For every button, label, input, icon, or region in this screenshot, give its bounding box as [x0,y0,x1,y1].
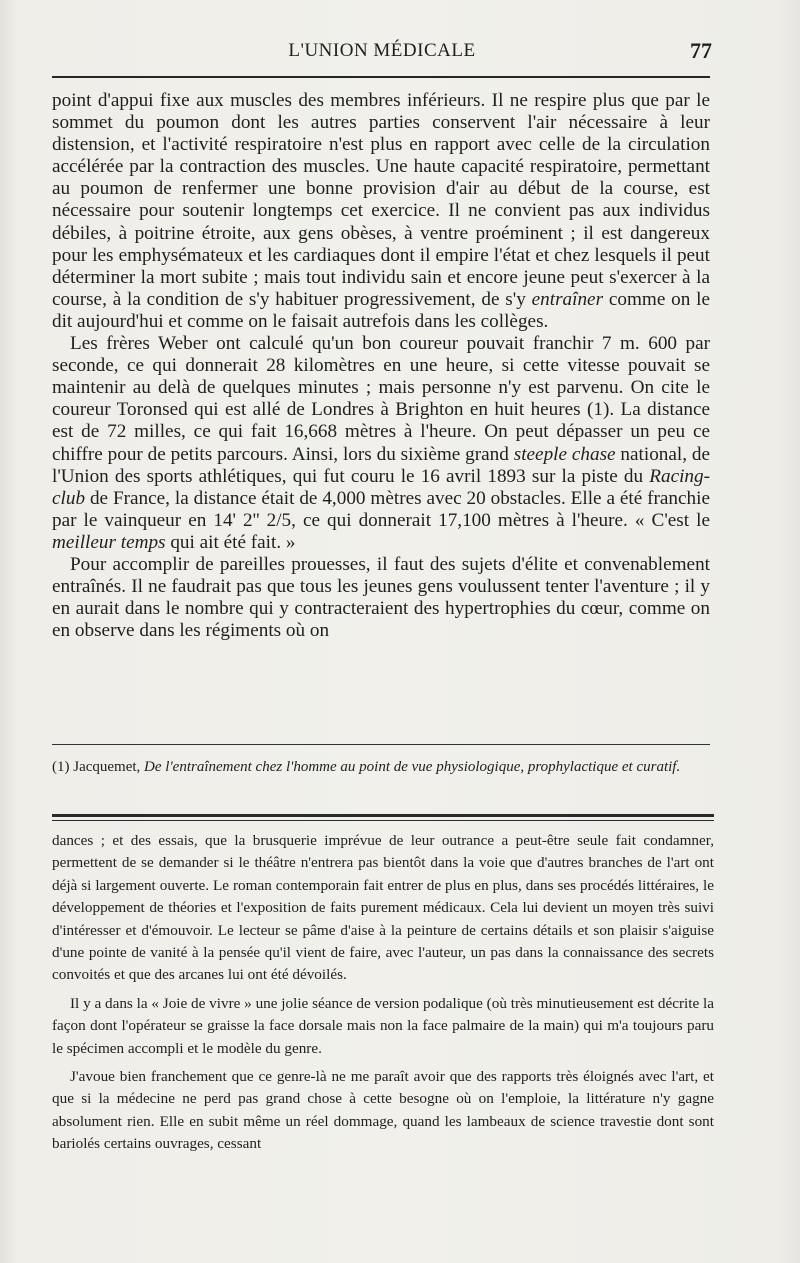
feuilleton-paragraph-2: Il y a dans la « Joie de vivre » une jolie séance de version podalique (où très minutieusement est décrite la façon dont l'opérateur se graisse la face dorsale mais non la face palmaire de la main) qui m'a toujours paru le spécimen accompli et le modèle du genre. [52,994,714,1057]
text-run: qui ait été fait. » [170,531,296,553]
article-paragraph-2 [52,333,710,554]
running-title: L'UNION MÉDICALE [288,40,476,61]
divider-thick-rule [52,814,714,817]
section-divider [52,814,714,824]
text-run: de France, la distance était de 4,000 mètres avec 20 obstacles. Elle a été franchie par le vainqueur en 14' 2'' 2/5, ce qui donnerait 17,100 mètres à l'heure. « C'est le [52,487,710,531]
text-run: comme on le dit aujourd'hui et comme on le faisait autrefois dans les collèges. [52,288,711,332]
text-run: Les frères Weber ont calculé qu'un bon coureur pouvait franchir 7 m. 600 par seconde, ce qui donnerait 28 kilomètres en une heure, si cette vitesse pouvait se maintenir au delà de quelques minutes ; mais personne n'y est parvenu. On cite le coureur Toronsed qui est allé de Londres à Brighton en huit heures (1). La distance est de 72 milles, ce qui fait 16,668 mètres à l'heure. On peut dépasser un peu ce chiffre pour de petits parcours. Ainsi, lors du sixième grand [52,333,710,465]
article-paragraph-1 [52,90,710,333]
feuilleton-column [52,830,714,1162]
article-paragraph-3: Pour accomplir de pareilles prouesses, il faut des sujets d'élite et convenablement entraînés. Il ne faudrait pas que tous les jeunes gens voulussent tenter l'aventure ; il y en aurait dans le nombre qui y contracteraient des hypertrophies du cœur, comme on en observe dans les régiments où on [52,553,710,642]
footnote-rule [52,744,710,745]
divider-thin-rule [52,820,714,821]
header-rule [52,76,710,78]
italic-term: meilleur temps [52,531,166,553]
text-run: point d'appui fixe aux muscles des membres inférieurs. Il ne respire plus que par le sommet du poumon dont les autres parties conservent l'air nécessaire à leur distension, et l'activité respiratoire n'est plus en rapport avec celle de la circulation accélérée par la contraction des muscles. Une haute capacité respiratoire, permettant au poumon de renfermer une bonne provision d'air au début de la course, est nécessaire pour soutenir longtemps cet exercice. Il ne convient pas aux individus débiles, à poitrine étroite, aux gens obèses, à ventre proéminent ; il est dangereux pour les emphysémateux et les cardiaques dont il empire l'état et chez lesquels il peut déterminer la mort subite ; mais tout individu sain et encore jeune peut s'exercer à la course, à la condition de s'y habituer progressivement, de s'y [52,90,710,310]
text-run: national, de l'Union des sports athlétiques, qui fut couru le 16 avril 1893 sur la piste du [52,443,710,487]
italic-term: steeple chase [513,443,616,465]
page-header [52,38,712,68]
italic-term: Racing-club [52,465,710,509]
article-body [52,90,710,642]
feuilleton-paragraph-3: J'avoue bien franchement que ce genre-là ne me paraît avoir que des rapports très éloignés avec l'art, et que si la médecine ne perd pas grand chose à cette besogne où on l'emploie, la littérature n'y gagne absolument rien. Elle en subit même un réel dommage, quand les lambeaux de science travestie dont sont bariolés certains ouvrages, cessant [52,1068,714,1153]
footnote [52,756,710,778]
italic-term: entraîner [531,288,604,310]
footnote-lead: (1) Jacquemet, [52,759,141,775]
feuilleton-paragraph-1: dances ; et des essais, que la brusquerie imprévue de leur outrance a peut-être seule fait condamner, permettent de se demander si le théâtre n'entrera pas bientôt dans la voie que d'autres branches de l'art ont déjà si largement ouverte. Le roman contemporain fait entrer de plus en plus, dans ses procédés littéraires, le développement de théories et l'exposition de faits purement médicaux. Cela lui devient un moyen très suivi d'intéresser et d'émouvoir. Le lecteur se pâme d'aise à la peinture de certains détails et son plaisir s'aiguise d'une pointe de vanité à la pensée qu'il vient de faire, avec l'auteur, un pas dans la connaissance des secrets convoités et que des arcanes lui ont été dévoilés. [52,832,714,984]
footnote-citation: De l'entraînement chez l'homme au point de vue physiologique, prophylactique et curatif. [144,759,681,775]
page-number: 77 [690,38,712,63]
